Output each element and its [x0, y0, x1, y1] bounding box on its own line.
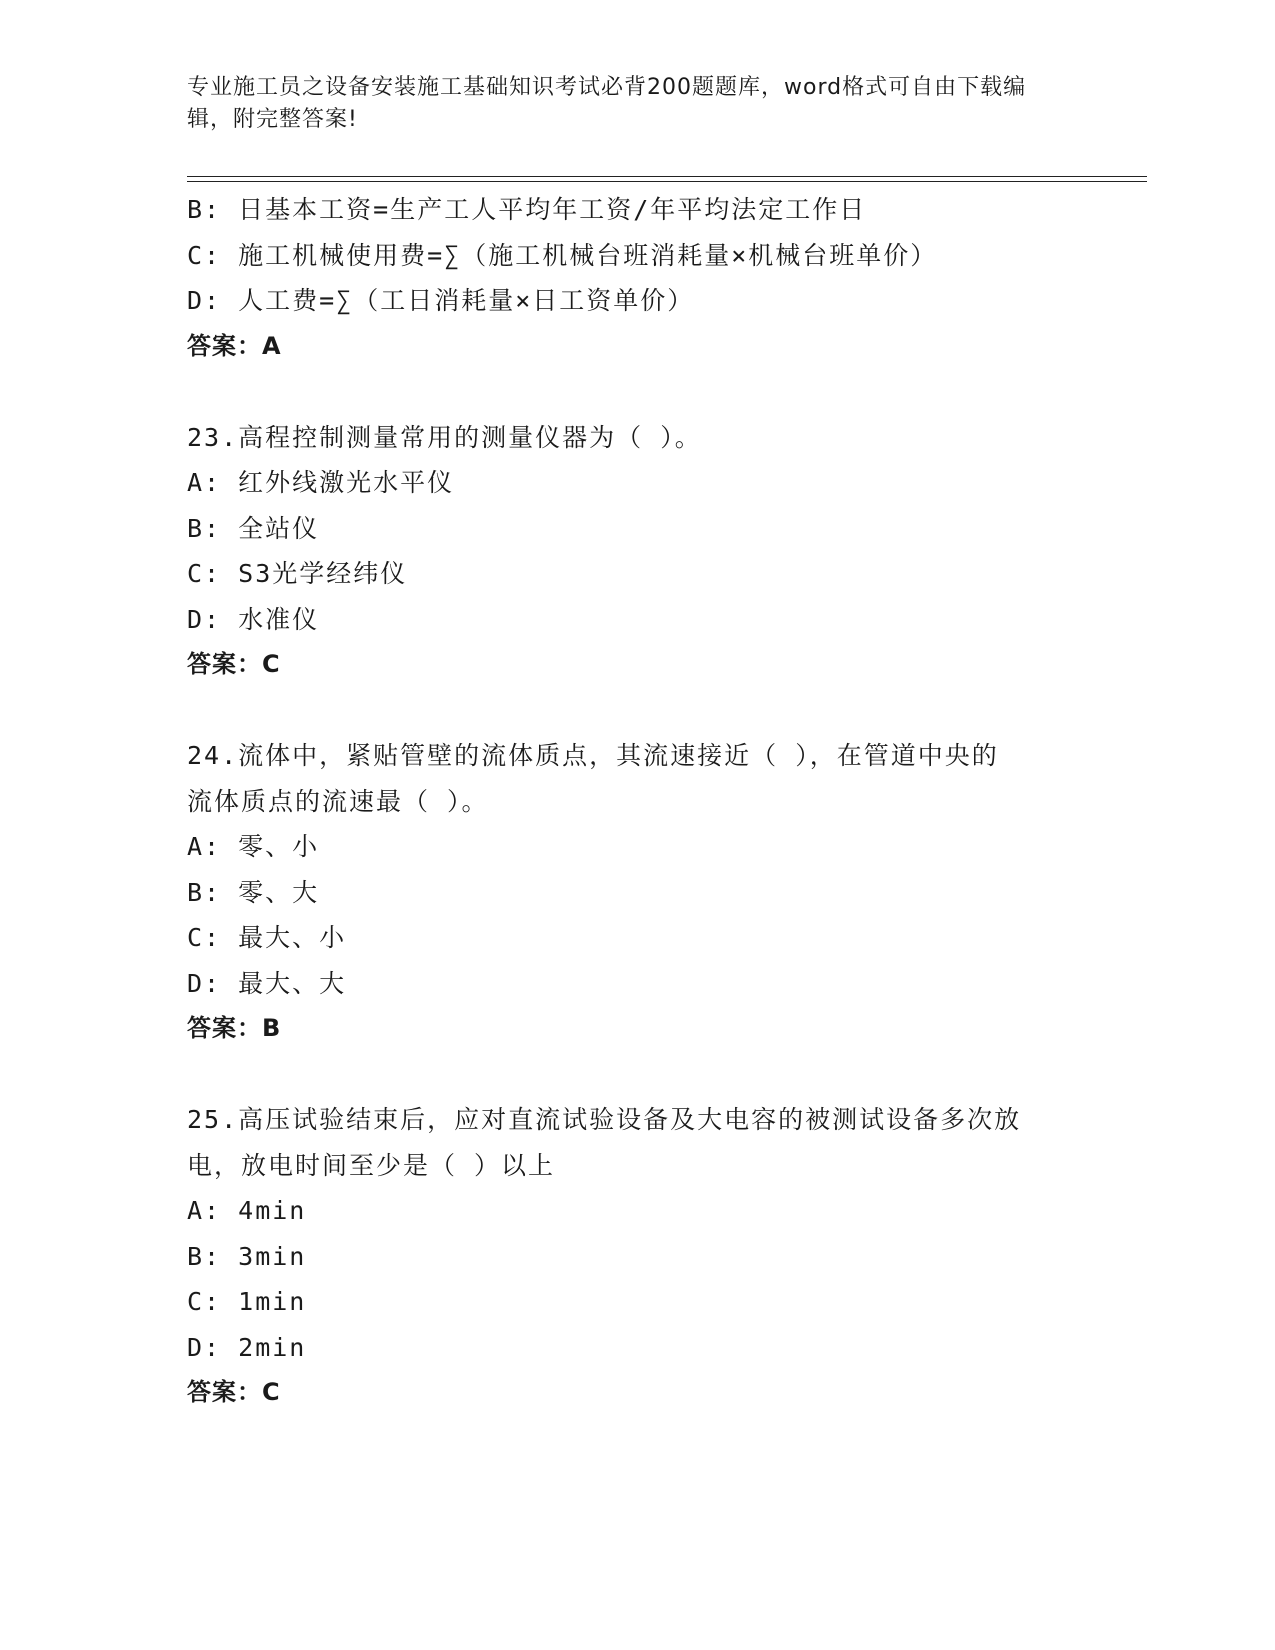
option-b: B: 3min — [187, 1241, 307, 1271]
option-d: D: 人工费=∑（工日消耗量×日工资单价） — [187, 286, 695, 315]
answer-label: 答案：B — [187, 1014, 282, 1042]
question-block-23 — [187, 415, 1147, 688]
question-stem: 23.高程控制测量常用的测量仪器为（ ）。 — [187, 422, 702, 452]
question-block-24 — [187, 733, 1147, 1052]
question-stem-continued: 流体质点的流速最（ ）。 — [187, 786, 489, 816]
option-b: B: 零、大 — [187, 877, 320, 907]
option-a: A: 零、小 — [187, 832, 320, 861]
answer-label: 答案：A — [187, 331, 282, 360]
option-b: B: 日基本工资=生产工人平均年工资/年平均法定工作日 — [187, 195, 867, 224]
header-divider — [187, 176, 1147, 182]
option-d: D: 水准仪 — [187, 604, 320, 634]
option-a: A: 4min — [187, 1196, 307, 1225]
option-d: D: 最大、大 — [187, 968, 347, 998]
document-page — [187, 0, 1147, 1650]
spacer — [187, 688, 1147, 734]
option-c: C: 最大、小 — [187, 923, 347, 952]
answer-label: 答案：C — [187, 650, 281, 678]
option-c: C: 施工机械使用费=∑（施工机械台班消耗量×机械台班单价） — [187, 240, 938, 270]
option-a: A: 红外线激光水平仪 — [187, 468, 455, 497]
answer-label: 答案：C — [187, 1378, 281, 1406]
spacer — [187, 1052, 1147, 1098]
question-stem: 25.高压试验结束后，应对直流试验设备及大电容的被测试设备多次放 — [187, 1105, 1022, 1134]
question-stem-continued: 电，放电时间至少是（ ）以上 — [187, 1150, 556, 1180]
option-b: B: 全站仪 — [187, 513, 320, 543]
option-c: C: 1min — [187, 1287, 307, 1316]
question-content — [187, 187, 1147, 1416]
spacer — [187, 369, 1147, 415]
question-block-25 — [187, 1097, 1147, 1416]
question-stem: 24.流体中，紧贴管壁的流体质点，其流速接近（ ），在管道中央的 — [187, 741, 999, 770]
document-header: 专业施工员之设备安装施工基础知识考试必背200题题库，word格式可自由下载编辑，附完整答案! — [187, 75, 1027, 132]
question-block-22 — [187, 187, 1147, 369]
option-c: C: S3光学经纬仪 — [187, 559, 408, 588]
option-d: D: 2min — [187, 1332, 307, 1362]
